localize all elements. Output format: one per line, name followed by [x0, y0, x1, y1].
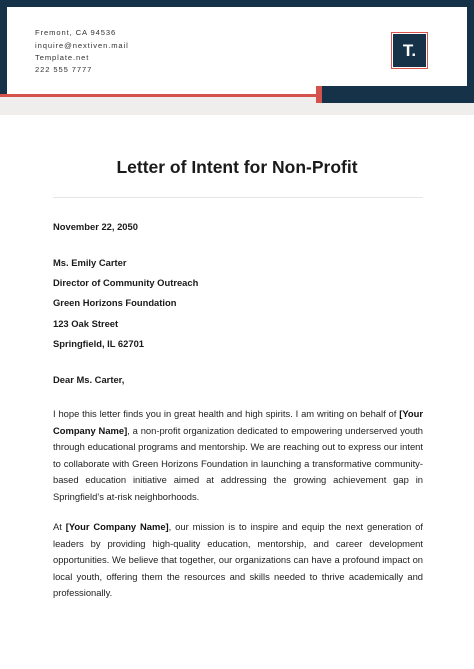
accent-bar [0, 94, 316, 97]
company-logo [393, 34, 426, 67]
contact-email: inquire@nextiven.mail [35, 41, 129, 50]
document-title: Letter of Intent for Non-Profit [116, 157, 358, 177]
body-paragraph-2: At [Your Company Name], our mission is to inspire and equip the next generation of leaders by providing high-quality education, mentorship, and career development opportunities. We believe that together, our organizations can have a profound impact on local youth, offering them the resources and skills needed to thrive academically and professionally. [53, 521, 424, 599]
recipient-organization: Green Horizons Foundation [53, 297, 177, 308]
company-name-placeholder: [Your Company Name] [53, 408, 423, 436]
letter-date: November 22, 2050 [53, 221, 138, 232]
recipient-street: 123 Oak Street [53, 318, 119, 329]
title-divider [53, 197, 423, 198]
navy-accent-block [322, 86, 474, 103]
accent-marker [316, 86, 322, 103]
contact-address: Fremont, CA 94536 [35, 28, 117, 37]
recipient-name: Ms. Emily Carter [53, 257, 127, 268]
salutation: Dear Ms. Carter, [53, 374, 125, 385]
recipient-title: Director of Community Outreach [53, 277, 199, 288]
body-paragraph-1: I hope this letter finds you in great health and high spirits. I am writing on behalf of [Your Company Name], a non-profit organization dedicated to empowering underserved youth through educational programs and mentorship. We are reaching out to express our intent to collaborate with Green Horizons Foundation in launching a transformative community-based education initiative aimed at addressing the growing achievement gap in Springfield’s at-risk neighborhoods. [53, 408, 424, 502]
company-name-placeholder: [Your Company Name] [65, 521, 169, 532]
recipient-city: Springfield, IL 62701 [53, 338, 145, 349]
logo-text: T. [402, 40, 417, 60]
contact-phone: 222 555 7777 [35, 65, 93, 74]
contact-website: Template.net [35, 53, 90, 62]
